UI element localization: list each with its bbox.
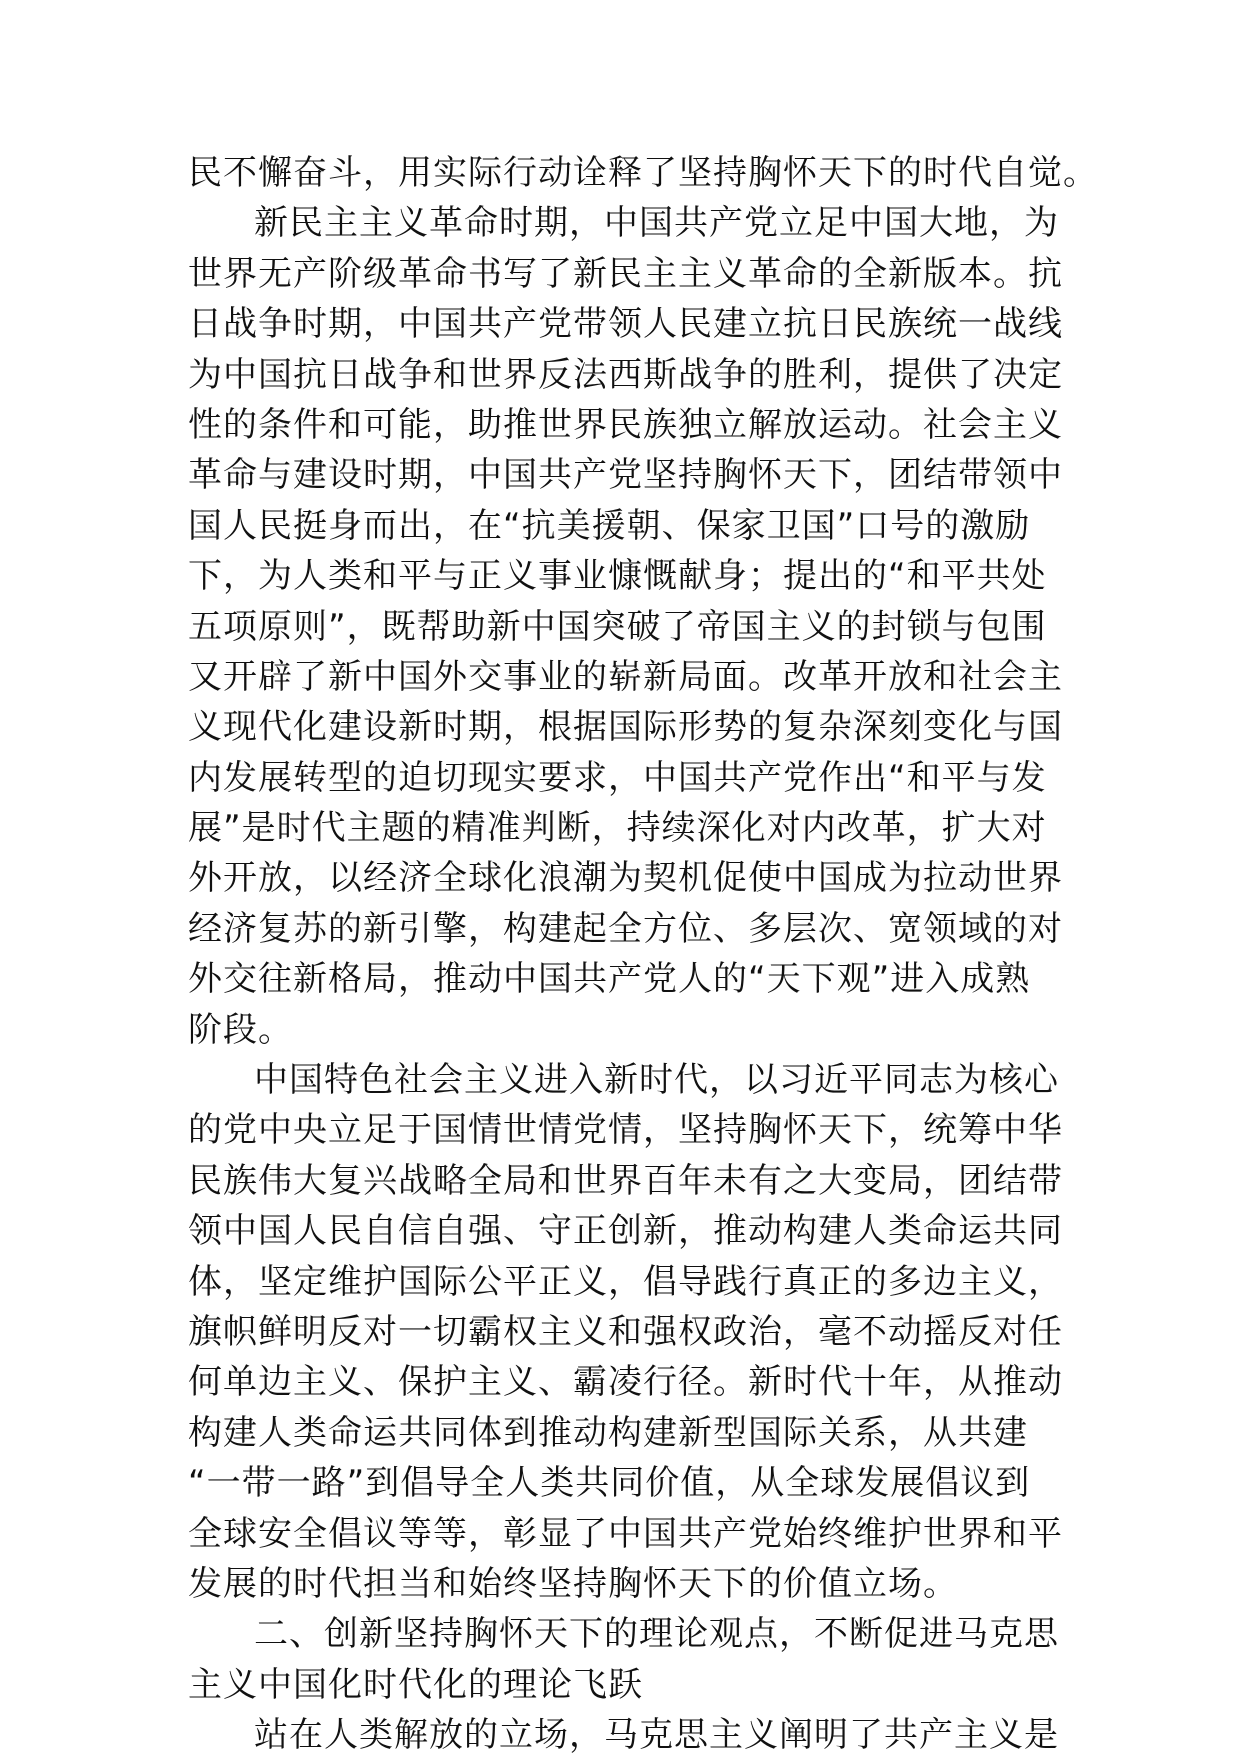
text-line: 阶段。 xyxy=(188,1009,293,1050)
text-line: 站在人类解放的立场，马克思主义阐明了共产主义是 xyxy=(254,1715,1059,1756)
text-line: 革命与建设时期，中国共产党坚持胸怀天下，团结带领中 xyxy=(188,455,1063,496)
text-line: 发展的时代担当和始终坚持胸怀天下的价值立场。 xyxy=(188,1563,958,1604)
text-line: 义现代化建设新时期，根据国际形势的复杂深刻变化与国 xyxy=(188,707,1063,748)
text-line: “一带一路”到倡导全人类共同价值，从全球发展倡议到 xyxy=(188,1463,1031,1504)
text-line: 领中国人民自信自强、守正创新，推动构建人类命运共同 xyxy=(188,1211,1063,1252)
text-line: 何单边主义、保护主义、霸凌行径。新时代十年，从推动 xyxy=(188,1362,1063,1403)
text-line: 国人民挺身而出，在“抗美援朝、保家卫国”口号的激励 xyxy=(188,505,1031,546)
text-line: 外交往新格局，推动中国共产党人的“天下观”进入成熟 xyxy=(188,959,1031,1000)
text-line: 为中国抗日战争和世界反法西斯战争的胜利，提供了决定 xyxy=(188,354,1063,395)
text-line: 下，为人类和平与正义事业慷慨献身；提出的“和平共处 xyxy=(188,556,1047,597)
text-line: 外开放，以经济全球化浪潮为契机促使中国成为拉动世界 xyxy=(188,858,1063,899)
text-line: 展”是时代主题的精准判断，持续深化对内改革，扩大对 xyxy=(188,808,1047,849)
text-line: 性的条件和可能，助推世界民族独立解放运动。社会主义 xyxy=(188,404,1063,445)
text-line: 旗帜鲜明反对一切霸权主义和强权政治，毫不动摇反对任 xyxy=(188,1311,1063,1352)
text-line: 的党中央立足于国情世情党情，坚持胸怀天下，统筹中华 xyxy=(188,1110,1063,1151)
text-line: 全球安全倡议等等，彰显了中国共产党始终维护世界和平 xyxy=(188,1513,1063,1554)
text-line: 日战争时期，中国共产党带领人民建立抗日民族统一战线 xyxy=(188,304,1063,345)
text-line: 世界无产阶级革命书写了新民主主义革命的全新版本。抗 xyxy=(188,253,1063,294)
text-line: 构建人类命运共同体到推动构建新型国际关系，从共建 xyxy=(188,1412,1028,1453)
text-line: 五项原则”，既帮助新中国突破了帝国主义的封锁与包围 xyxy=(188,606,1047,647)
text-line: 民不懈奋斗，用实际行动诠释了坚持胸怀天下的时代自觉。 xyxy=(188,153,1098,193)
text-line: 主义中国化时代化的理论飞跃 xyxy=(188,1664,643,1705)
text-line: 二、创新坚持胸怀天下的理论观点，不断促进马克思 xyxy=(254,1614,1059,1655)
text-line: 内发展转型的迫切现实要求，中国共产党作出“和平与发 xyxy=(188,757,1047,798)
text-line: 又开辟了新中国外交事业的崭新局面。改革开放和社会主 xyxy=(188,656,1063,697)
body-text xyxy=(188,148,1098,1761)
text-line: 中国特色社会主义进入新时代，以习近平同志为核心 xyxy=(254,1060,1059,1101)
text-line: 经济复苏的新引擎，构建起全方位、多层次、宽领域的对 xyxy=(188,908,1063,949)
text-line: 体，坚定维护国际公平正义，倡导践行真正的多边主义， xyxy=(188,1261,1063,1302)
text-line: 新民主主义革命时期，中国共产党立足中国大地，为 xyxy=(254,203,1059,244)
text-line: 民族伟大复兴战略全局和世界百年未有之大变局，团结带 xyxy=(188,1160,1063,1201)
